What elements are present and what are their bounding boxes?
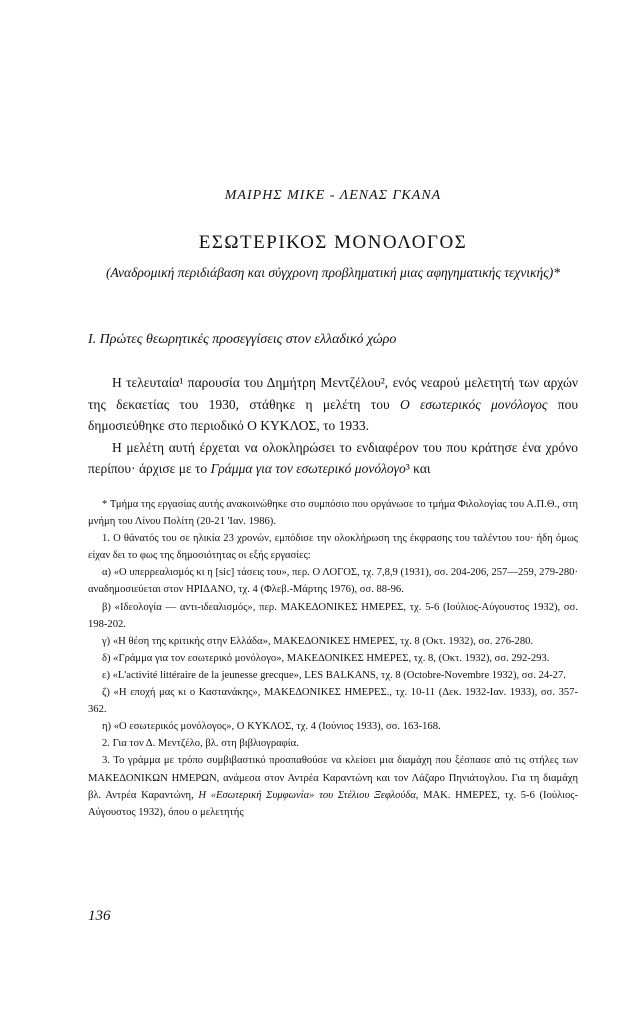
paragraph: Η τελευταία¹ παρουσία του Δημήτρη Μεντζέλου², ενός νεαρού μελετητή των αρχών της δεκαετίας του 1930, στάθηκε η μελέτη του Ο εσωτερικός μονόλογος που δημοσιεύθηκε στο περιοδικό Ο ΚΥΚΛΟΣ, το 1933. xyxy=(88,375,579,433)
footnotes xyxy=(88,496,578,821)
footnote-item: η) «Ο εσωτερικός μονόλογος», Ο ΚΥΚΛΟΣ, τχ. 4 (Ιούνιος 1933), σσ. 163-168. xyxy=(102,721,441,733)
emphasis: Η «Εσωτερική Συμφωνία» του Στέλιου Ξεφλούδα xyxy=(198,789,416,801)
footnote-item: δ) «Γράμμα για τον εσωτερικό μονόλογο», ΜΑΚΕΔΟΝΙΚΕΣ ΗΜΕΡΕΣ, τχ. 8, (Οκτ. 1932), σσ. 292-293. xyxy=(102,652,550,664)
footnote-item: ε) «L'activité littéraire de la jeunesse grecque», LES BALKANS, τχ. 8 (Octobre-Novembre 1932), σσ. 24-27. xyxy=(102,669,566,681)
footnote-item: ζ) «Η εποχή μας κι ο Καστανάκης», ΜΑΚΕΔΟΝΙΚΕΣ ΗΜΕΡΕΣ., τχ. 10-11 (Δεκ. 1932-Ιαν. 1933), σσ. 357-362. xyxy=(88,687,578,716)
footnote: 3. Το γράμμα με τρόπο συμβιβαστικό προσπαθούσε να κλείσει μια διαμάχη που ξέσπασε από τις στήλες των ΜΑΚΕΔΟΝΙΚΩΝ ΗΜΕΡΩΝ, ανάμεσα στον Αντρέα Καραντώνη και τον Λάζαρο Πηνιάτογλου. Για τη διαμάχη βλ. Αντρέα Καραντώνη, Η «Εσωτερική Συμφωνία» του Στέλιου Ξεφλούδα, ΜΑΚ. ΗΜΕΡΕΣ, τχ. 5-6 (Ιούλιος-Αύγουστος 1932), όπου ο μελετητής xyxy=(88,755,579,818)
article-title: ΕΣΩΤΕΡΙΚΟΣ ΜΟΝΟΛΟΓΟΣ xyxy=(198,232,468,253)
emphasis: Ο εσωτερικός μονόλογος xyxy=(399,396,548,412)
paragraph: Η μελέτη αυτή έρχεται να ολοκληρώσει το ενδιαφέρον του που κράτησε ένα χρόνο περίπου· άρχισε με το Γράμμα για τον εσωτερικό μονόλογο³ και xyxy=(88,439,578,476)
section-heading: Ι. Πρώτες θεωρητικές προσεγγίσεις στον ελλαδικό χώρο xyxy=(88,332,397,347)
emphasis: Γράμμα για τον εσωτερικό μονόλογο xyxy=(210,461,406,476)
footnote: * Τμήμα της εργασίας αυτής ανακοινώθηκε στο συμπόσιο που οργάνωσε το τμήμα Φιλολογίας του Α.Π.Θ., στη μνήμη του Λίνου Πολίτη (20-21 'Ιαν. 1986). xyxy=(88,499,578,528)
article-subtitle: (Αναδρομική περιδιάβαση και σύγχρονη προβληματική μιας αφηγηματικής τεχνικής)* xyxy=(106,265,560,280)
footnote-item: α) «Ο υπερρεαλισμός κι η [sic] τάσεις του», περ. Ο ΛΟΓΟΣ, τχ. 7,8,9 (1931), σσ. 204-206, 257—259, 279-280· αναδημοσιεύεται στον ΗΡΙΔΑΝΟ, τχ. 4 (Φλεβ.-Μάρτης 1976), σσ. 88-96. xyxy=(88,567,578,596)
footnote: 1. Ο θάνατός του σε ηλικία 23 χρονών, εμπόδισε την ολοκλήρωση της έκφρασης του ταλέντου του· ήδη όμως είχαν δει το φως της δημοσιότητας οι εξής εργασίες: xyxy=(88,533,578,562)
page-number: 136 xyxy=(88,908,111,924)
footnote: 2. Για τον Δ. Μεντζέλο, βλ. στη βιβλιογραφία. xyxy=(102,738,299,750)
body-text xyxy=(88,372,578,480)
authors: ΜΑΙΡΗΣ ΜΙΚΕ - ΛΕΝΑΣ ΓΚΑΝΑ xyxy=(224,188,442,203)
footnote-item: β) «Ιδεολογία — αντι-ιδεαλισμός», περ. ΜΑΚΕΔΟΝΙΚΕΣ ΗΜΕΡΕΣ, τχ. 5-6 (Ιούλιος-Αύγουστος 1932), σσ. 198-202. xyxy=(88,601,578,630)
footnote-item: γ) «Η θέση της κριτικής στην Ελλάδα», ΜΑΚΕΔΟΝΙΚΕΣ ΗΜΕΡΕΣ, τχ. 8 (Οκτ. 1932), σσ. 276-280. xyxy=(102,635,534,647)
